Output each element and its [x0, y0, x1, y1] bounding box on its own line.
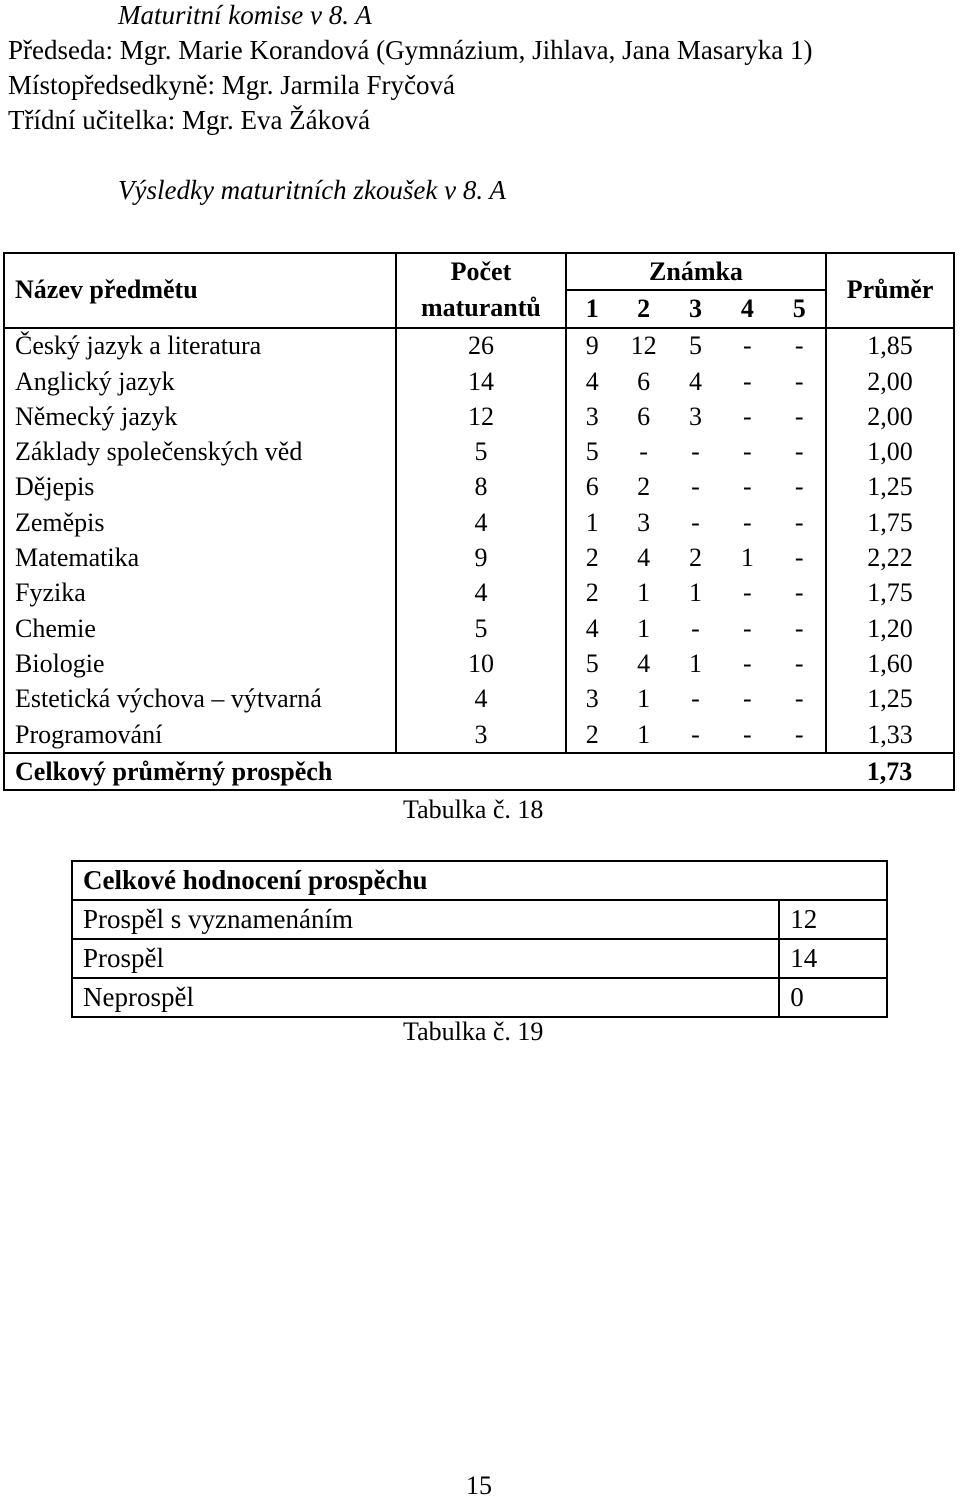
grade-5-cell: -	[794, 719, 804, 749]
subject-cell: Matematika	[4, 540, 396, 575]
subject-cell: Anglický jazyk	[4, 364, 396, 399]
grade-5-cell: -	[794, 331, 804, 361]
subject-cell: Český jazyk a literatura	[4, 328, 396, 364]
grade-2-cell: 4	[637, 543, 651, 573]
subject-cell: Chemie	[4, 611, 396, 646]
grade-2-cell: 6	[637, 366, 651, 396]
grade-4-cell: -	[743, 613, 752, 643]
table-row	[4, 576, 954, 611]
average-cell: 1,75	[826, 576, 954, 611]
grade-3-cell: -	[691, 437, 700, 467]
grade-1-cell: 6	[566, 470, 618, 505]
grade-4-cell: -	[743, 578, 752, 608]
summary-title: Celkové hodnocení prospěchu	[72, 861, 887, 900]
average-cell: 1,75	[826, 505, 954, 540]
subject-cell: Základy společenských věd	[4, 434, 396, 469]
table-row	[4, 717, 954, 753]
grade-5-cell: -	[794, 543, 804, 573]
header-count-1: Počet	[396, 253, 566, 290]
average-cell: 1,85	[826, 328, 954, 364]
count-cell: 5	[396, 434, 566, 469]
grade-1-cell: 5	[566, 434, 618, 469]
grade-4-cell: -	[743, 472, 752, 502]
vice-chair-line: Místopředsedkyně: Mgr. Jarmila Fryčová	[8, 70, 455, 100]
grade-5-cell: -	[794, 684, 804, 714]
summary-table	[71, 860, 888, 1018]
grade-2-cell: -	[639, 437, 648, 467]
grade-5-cell: -	[794, 507, 804, 537]
header-count-2: maturantů	[396, 290, 566, 327]
grade-4-cell: -	[743, 401, 752, 431]
grade-3-cell: -	[691, 684, 700, 714]
subject-cell: Programování	[4, 717, 396, 753]
grade-3-cell: 3	[689, 401, 702, 431]
grade-2-cell: 1	[637, 613, 651, 643]
results-table	[3, 252, 955, 791]
grade-1-cell: 4	[566, 364, 618, 399]
average-cell: 1,25	[826, 470, 954, 505]
table-19-caption: Tabulka č. 19	[403, 1017, 544, 1046]
table-18-caption: Tabulka č. 18	[403, 795, 544, 824]
total-label: Celkový průměrný prospěch	[4, 753, 826, 790]
grade-4-cell: -	[743, 437, 752, 467]
grade-1-cell: 3	[566, 682, 618, 717]
count-cell: 10	[396, 646, 566, 681]
grade-1-cell: 3	[566, 399, 618, 434]
subject-cell: Estetická výchova – výtvarná	[4, 682, 396, 717]
table-row	[4, 470, 954, 505]
grade-2-cell: 1	[637, 684, 651, 714]
grade-2-cell: 6	[637, 401, 651, 431]
grade-4-cell: 1	[740, 543, 754, 573]
grade-5-cell: -	[794, 578, 804, 608]
table-row	[4, 646, 954, 681]
grade-1-cell: 2	[566, 576, 618, 611]
subject-cell: Německý jazyk	[4, 399, 396, 434]
grade-4-cell: -	[743, 331, 752, 361]
subject-cell: Zeměpis	[4, 505, 396, 540]
grade-2-cell: 12	[630, 331, 657, 361]
grade-5-cell: -	[794, 613, 804, 643]
subject-cell: Biologie	[4, 646, 396, 681]
header-grade-1: 1	[566, 290, 618, 327]
summary-value: 12	[779, 900, 887, 939]
count-cell: 3	[396, 717, 566, 753]
grade-2-cell: 3	[637, 507, 651, 537]
average-cell: 2,22	[826, 540, 954, 575]
header-average: Průměr	[826, 253, 954, 328]
table-row	[4, 540, 954, 575]
count-cell: 26	[396, 328, 566, 364]
grade-3-cell: 1	[689, 578, 702, 608]
table-row	[4, 364, 954, 399]
header-grade-4: 4	[721, 290, 773, 327]
chair-line: Předseda: Mgr. Marie Korandová (Gymnázium, Jihlava, Jana Masaryka 1)	[8, 35, 813, 65]
grade-3-cell: -	[691, 719, 700, 749]
average-cell: 1,00	[826, 434, 954, 469]
table-row	[72, 900, 887, 939]
class-teacher-line: Třídní učitelka: Mgr. Eva Žáková	[8, 105, 371, 135]
table-row	[72, 939, 887, 978]
count-cell: 8	[396, 470, 566, 505]
grade-1-cell: 2	[566, 717, 618, 753]
grade-5-cell: -	[794, 472, 804, 502]
grade-4-cell: -	[743, 507, 752, 537]
grade-3-cell: 1	[689, 648, 702, 678]
grade-2-cell: 1	[637, 578, 651, 608]
page-number: 15	[466, 1471, 492, 1500]
grade-2-cell: 4	[637, 648, 651, 678]
count-cell: 14	[396, 364, 566, 399]
grade-3-cell: 4	[689, 366, 702, 396]
subject-cell: Dějepis	[4, 470, 396, 505]
grade-3-cell: -	[691, 507, 700, 537]
header-grade: Známka	[566, 253, 826, 290]
grade-2-cell: 1	[637, 719, 651, 749]
grade-1-cell: 9	[566, 328, 618, 364]
grade-3-cell: 2	[689, 543, 702, 573]
average-cell: 1,60	[826, 646, 954, 681]
table-row	[4, 399, 954, 434]
grade-3-cell: -	[691, 613, 700, 643]
grade-5-cell: -	[794, 648, 804, 678]
grade-4-cell: -	[743, 648, 752, 678]
grade-1-cell: 5	[566, 646, 618, 681]
grade-1-cell: 4	[566, 611, 618, 646]
header-grade-2: 2	[618, 290, 670, 327]
count-cell: 4	[396, 682, 566, 717]
grade-4-cell: -	[743, 719, 752, 749]
table-row	[4, 682, 954, 717]
count-cell: 5	[396, 611, 566, 646]
subject-cell: Fyzika	[4, 576, 396, 611]
grade-3-cell: 5	[689, 331, 702, 361]
grade-3-cell: -	[691, 472, 700, 502]
grade-2-cell: 2	[637, 472, 651, 502]
grade-5-cell: -	[794, 437, 804, 467]
grade-4-cell: -	[743, 684, 752, 714]
count-cell: 9	[396, 540, 566, 575]
average-cell: 1,25	[826, 682, 954, 717]
table-row	[72, 978, 887, 1017]
header-grade-3: 3	[670, 290, 722, 327]
average-cell: 2,00	[826, 399, 954, 434]
summary-label: Prospěl	[72, 939, 779, 978]
average-cell: 1,33	[826, 717, 954, 753]
summary-label: Prospěl s vyznamenáním	[72, 900, 779, 939]
count-cell: 12	[396, 399, 566, 434]
results-title: Výsledky maturitních zkoušek v 8. A	[118, 175, 506, 205]
grade-1-cell: 1	[566, 505, 618, 540]
count-cell: 4	[396, 576, 566, 611]
average-cell: 2,00	[826, 364, 954, 399]
grade-5-cell: -	[794, 401, 804, 431]
table-row	[4, 611, 954, 646]
commission-title: Maturitní komise v 8. A	[118, 0, 372, 30]
summary-value: 0	[779, 978, 887, 1017]
grade-4-cell: -	[743, 366, 752, 396]
table-row	[4, 328, 954, 364]
summary-value: 14	[779, 939, 887, 978]
average-cell: 1,20	[826, 611, 954, 646]
table-row	[4, 434, 954, 469]
total-average: 1,73	[826, 753, 954, 790]
table-row	[4, 505, 954, 540]
header-subject: Název předmětu	[4, 253, 396, 328]
total-row	[4, 753, 954, 790]
header-grade-5: 5	[773, 290, 826, 327]
summary-label: Neprospěl	[72, 978, 779, 1017]
count-cell: 4	[396, 505, 566, 540]
grade-5-cell: -	[794, 366, 804, 396]
grade-1-cell: 2	[566, 540, 618, 575]
